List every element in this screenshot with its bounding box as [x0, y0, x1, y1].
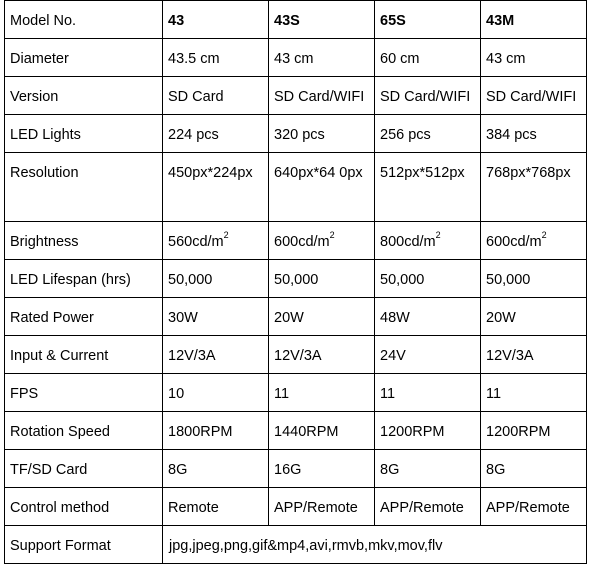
unit-superscript: 2	[329, 230, 335, 241]
cell-value: 512px*512px	[375, 153, 481, 222]
cell-value: 12V/3A	[163, 336, 269, 374]
cell-value: 450px*224px	[163, 153, 269, 222]
cell-value: 256 pcs	[375, 115, 481, 153]
row-label: LED Lights	[5, 115, 163, 153]
cell-value: 43.5 cm	[163, 39, 269, 77]
table-row-rotation-speed	[5, 412, 587, 450]
row-label: Rotation Speed	[5, 412, 163, 450]
cell-value: 8G	[481, 450, 587, 488]
row-label: Rated Power	[5, 298, 163, 336]
cell-value: 60 cm	[375, 39, 481, 77]
header-label-cell: Model No.	[5, 1, 163, 39]
table-row-support-format	[5, 526, 587, 564]
cell-value: 50,000	[375, 260, 481, 298]
row-label: Version	[5, 77, 163, 115]
table-row-version	[5, 77, 587, 115]
cell-value: SD Card/WIFI	[481, 77, 587, 115]
cell-value: 16G	[269, 450, 375, 488]
cell-value: 1800RPM	[163, 412, 269, 450]
cell-value: 8G	[375, 450, 481, 488]
cell-value: 8G	[163, 450, 269, 488]
table-row-tf-sd-card	[5, 450, 587, 488]
cell-value: 12V/3A	[481, 336, 587, 374]
cell-value: 1440RPM	[269, 412, 375, 450]
cell-value: 20W	[269, 298, 375, 336]
row-label: TF/SD Card	[5, 450, 163, 488]
cell-value: 12V/3A	[269, 336, 375, 374]
cell-value: 48W	[375, 298, 481, 336]
row-label: FPS	[5, 374, 163, 412]
cell-value: 224 pcs	[163, 115, 269, 153]
cell-value: 768px*768px	[481, 153, 587, 222]
cell-value: APP/Remote	[269, 488, 375, 526]
brightness-value: 600cd/m	[486, 234, 542, 250]
table-row-diameter	[5, 39, 587, 77]
cell-value: 11	[481, 374, 587, 412]
brightness-value: 800cd/m	[380, 234, 436, 250]
row-label: LED Lifespan (hrs)	[5, 260, 163, 298]
cell-value: APP/Remote	[375, 488, 481, 526]
cell-value: 43 cm	[269, 39, 375, 77]
cell-value: 10	[163, 374, 269, 412]
cell-value: 1200RPM	[375, 412, 481, 450]
brightness-value: 560cd/m	[168, 234, 224, 250]
support-format-value: jpg,jpeg,png,gif&mp4,avi,rmvb,mkv,mov,flv	[163, 526, 587, 564]
table-row-resolution	[5, 153, 587, 222]
model-cell: 43S	[269, 1, 375, 39]
row-label: Control method	[5, 488, 163, 526]
model-cell: 65S	[375, 1, 481, 39]
table-row-brightness	[5, 222, 587, 260]
row-label: Brightness	[5, 222, 163, 260]
cell-value: Remote	[163, 488, 269, 526]
table-row-fps	[5, 374, 587, 412]
cell-value: SD Card	[163, 77, 269, 115]
row-label: Resolution	[5, 153, 163, 222]
cell-value: 50,000	[481, 260, 587, 298]
cell-value: 50,000	[163, 260, 269, 298]
cell-value: 1200RPM	[481, 412, 587, 450]
header-row	[5, 1, 587, 39]
cell-value: 20W	[481, 298, 587, 336]
cell-value	[269, 222, 375, 260]
cell-value: 30W	[163, 298, 269, 336]
cell-value: 11	[375, 374, 481, 412]
cell-value: 24V	[375, 336, 481, 374]
cell-value: SD Card/WIFI	[375, 77, 481, 115]
cell-value	[375, 222, 481, 260]
cell-value	[481, 222, 587, 260]
cell-value	[163, 222, 269, 260]
cell-value: 50,000	[269, 260, 375, 298]
table-row-led-lifespan	[5, 260, 587, 298]
brightness-value: 600cd/m	[274, 234, 330, 250]
model-cell: 43M	[481, 1, 587, 39]
cell-value: 43 cm	[481, 39, 587, 77]
cell-value: APP/Remote	[481, 488, 587, 526]
unit-superscript: 2	[223, 230, 229, 241]
spec-table	[4, 0, 587, 564]
model-cell: 43	[163, 1, 269, 39]
cell-value: 320 pcs	[269, 115, 375, 153]
table-row-input-current	[5, 336, 587, 374]
unit-superscript: 2	[435, 230, 441, 241]
row-label: Support Format	[5, 526, 163, 564]
cell-value: 640px*64 0px	[269, 153, 375, 222]
row-label: Diameter	[5, 39, 163, 77]
cell-value: 11	[269, 374, 375, 412]
table-row-rated-power	[5, 298, 587, 336]
table-row-led-lights	[5, 115, 587, 153]
cell-value: 384 pcs	[481, 115, 587, 153]
cell-value: SD Card/WIFI	[269, 77, 375, 115]
unit-superscript: 2	[541, 230, 547, 241]
row-label: Input & Current	[5, 336, 163, 374]
